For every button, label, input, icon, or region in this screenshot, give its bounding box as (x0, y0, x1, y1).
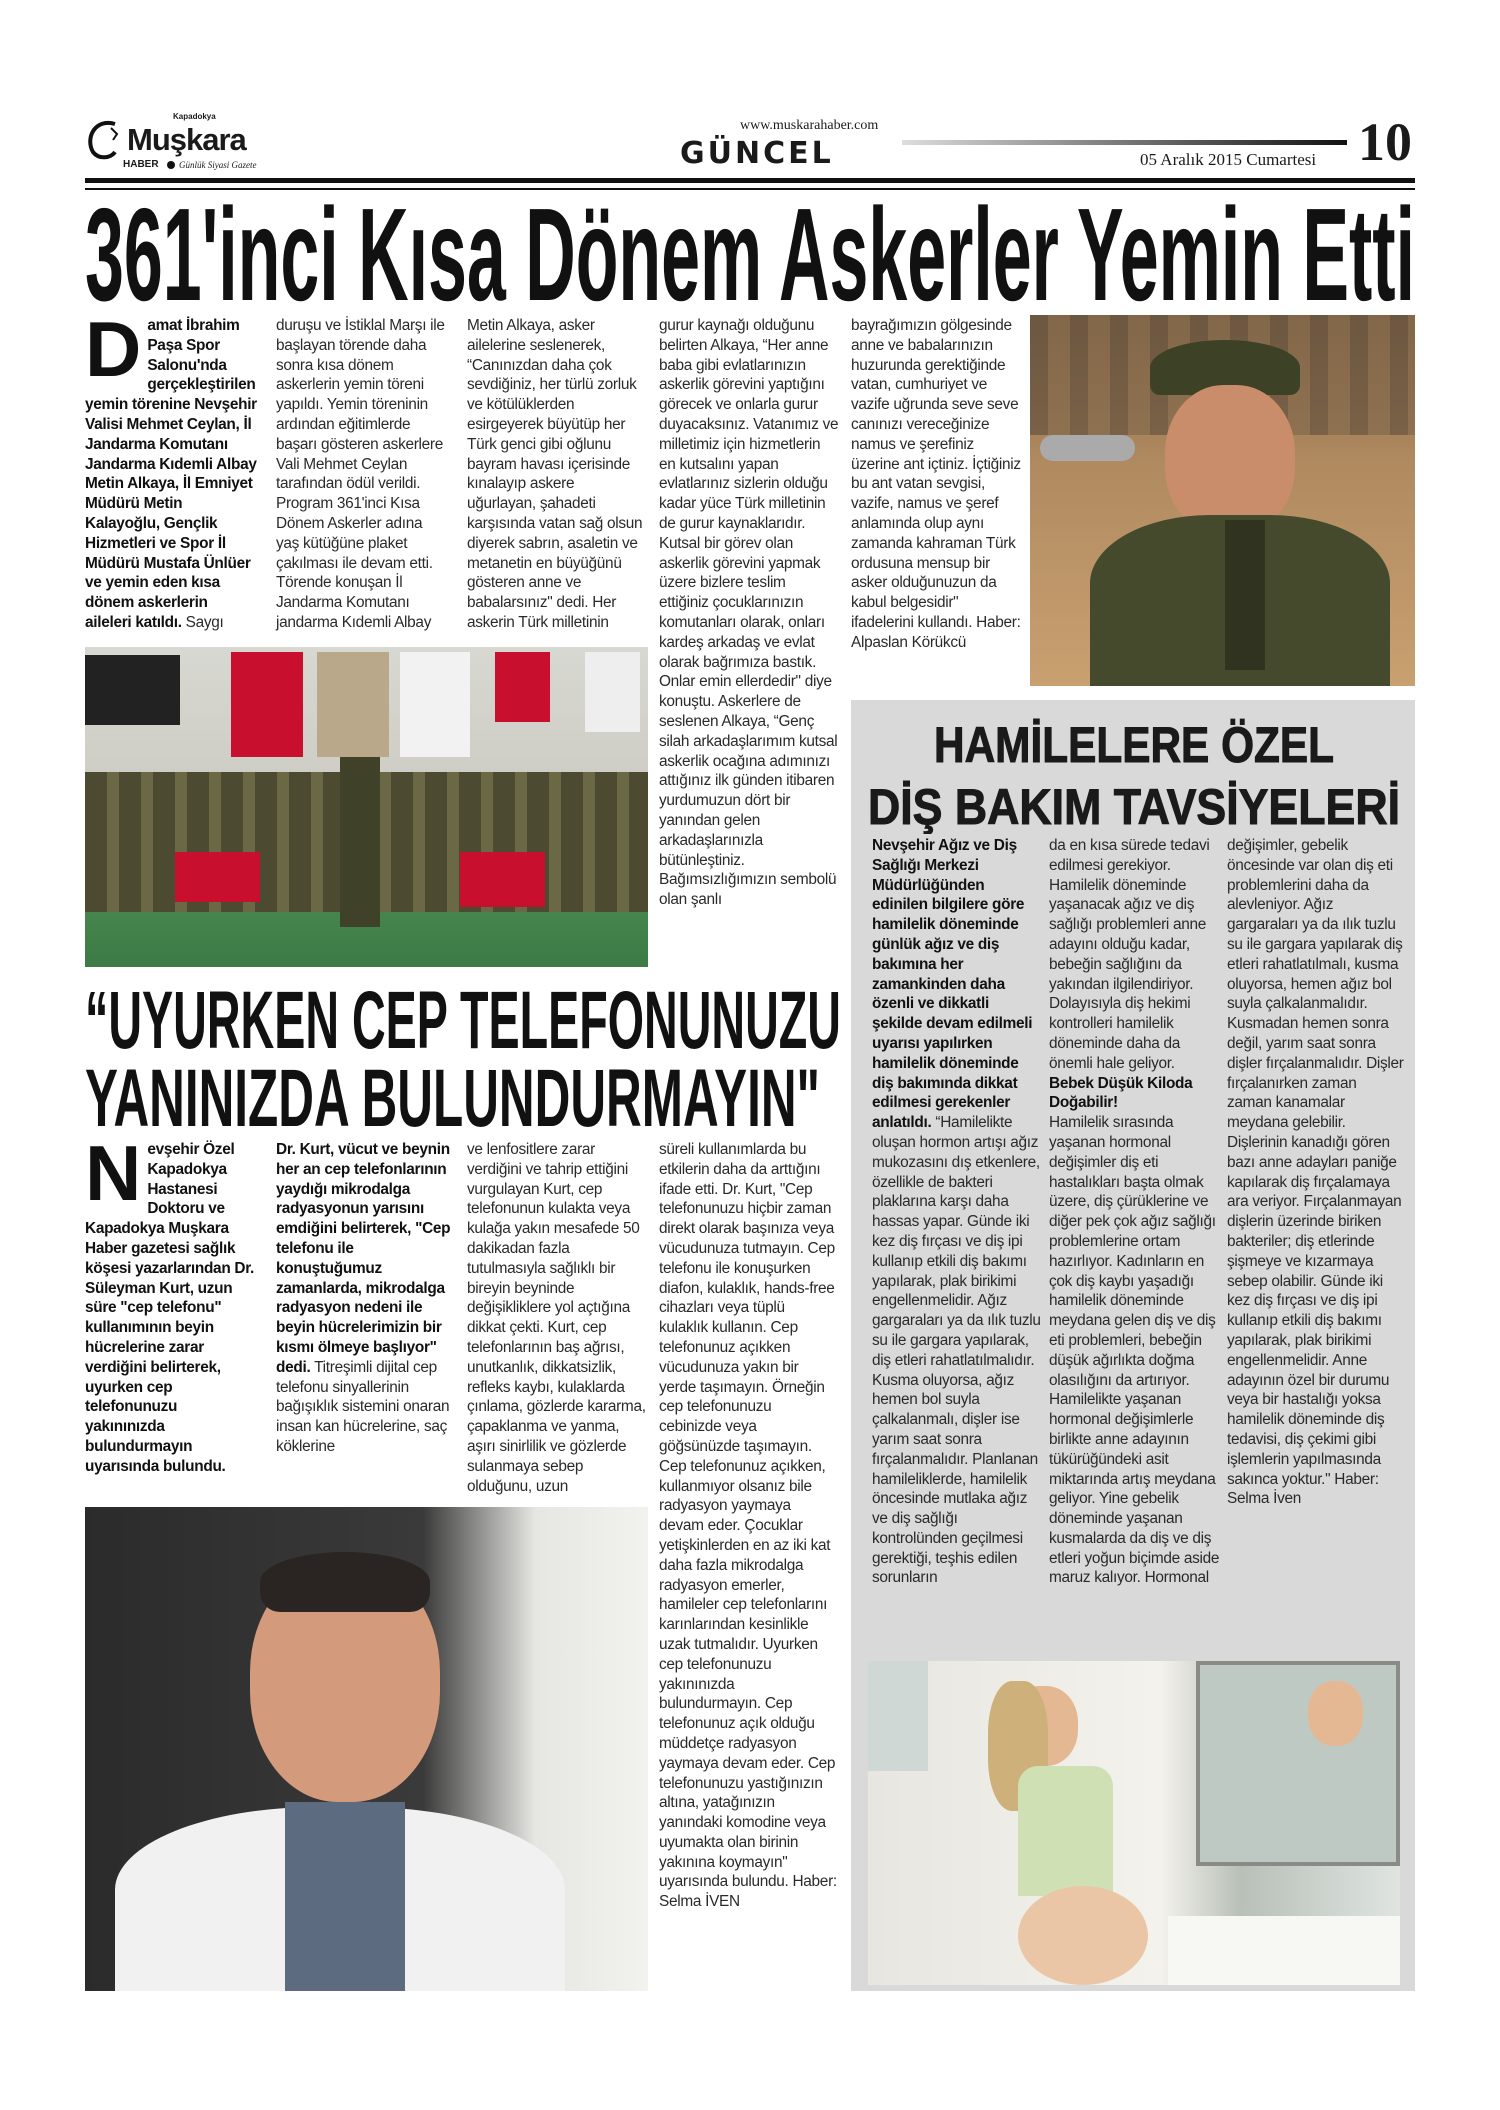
headline-phone-line2: YANINIZDA BULUNDURMAYIN" (85, 1053, 821, 1132)
drop-cap: N (85, 1129, 142, 1217)
phone-col-1 (85, 1129, 257, 1477)
officer-photo (1030, 315, 1415, 686)
dental-col-3: değişimler, gebelik öncesinde var olan diş eti problemlerini daha da alevleniyor. Ağız gargaraları ya da ılık tuzlu su ile gargara yapılarak diş etleri rahatlatılmalı, kusma oluyorsa, hemen ağız bol suyla çalkalanmalıdır. Kusmadan hemen sonra değil, yarım saat sonra dişler fırçalanmalıdır. Dişler fırçalanırken zaman zaman kanamalar meydana gelebilir. Dişlerinin kanadığı gören bazı anne adayları paniğe kapılarak diş fırçalamaya ara veriyor. Fırçalanmayan dişlerin üzerinde biriken bakteriler; diş etlerinde şişmeye ve kızarmaya sebep olabilir. Günde iki kez diş fırçası ve diş ipi kullanıp etkili diş bakımı yapılarak, plak birikimi engellenmelidir. Anne adayının özel bir durumu veya bir hastalığı yoksa hamilelik döneminde diş tedavisi, diş çekimi gibi işlemlerin yapılmasında sakınca yoktur." Haber: Selma İven (1227, 837, 1404, 1508)
phone-col-3: ve lenfositlere zarar verdiğini ve tahrip ettiğini vurgulayan Kurt, cep telefonunun kulakta veya kulağa yakın mesafede 50 dakikadan fazla tutulmasıyla sağlıklı bir bireyin beyninde değişikliklere yol açtığına dikkat çekti. Kurt, cep telefonlarının baş ağrısı, unutkanlık, dikkatsizlik, refleks kaybı, kulaklarda çınlama, gözlerde kararma, çapaklanma ve yanma, aşırı sinirlilik ve gözlerde sulanmaya sebep olduğunu, uzun (467, 1141, 646, 1495)
phone-lead: evşehir Özel Kapadokya Hastanesi Doktoru ve Kapadokya Muşkara Haber gazetesi sağlık köşesi yazarlarından Dr. Süleyman Kurt, uzun süre "cep telefonu" kullanımının beyin hücrelerine zarar verdiğini belirterek, uyurken cep telefonunuzu yakınınızda bulundurmayın uyarısında bulundu. (85, 1141, 255, 1475)
logo-top: Kapadokya (173, 112, 216, 121)
dental-lead: Nevşehir Ağız ve Diş Sağlığı Merkezi Müdürlüğünden edinilen bilgilere göre hamilelik döneminde günlük ağız ve diş bakımına her zamankinden daha özenli ve dikkatli şekilde devam edilmeli uyarısı yapılırken hamilelik döneminde diş bakımında dikkat edilmesi gerekenler anlatıldı. (872, 837, 1033, 1132)
ceremony-photo (85, 647, 648, 967)
headline-dental-line1: HAMİLELERE ÖZEL (934, 717, 1334, 773)
headline-dental-line2: DİŞ BAKIM TAVSİYELERİ (868, 779, 1400, 834)
dental-col1-rest: “Hamilelikte oluşan hormon artışı ağız mukozasını dış etkenlere, özellikle de bakteri plaklarına karşı daha hassas yapar. Günde iki kez diş fırçası ve diş ipi kullanıp etkili diş bakımı yapılarak, plak birikimi engellenmelidir. Ağız gargaraları ya da ılık tuzlu su ile gargara yapılarak, diş etleri rahatlatılmalıdır. Kusma oluyorsa, ağız hemen bol suyla çalkalanmalı, dişler ise yarım saat sonra fırçalanmalıdır. Planlanan hamileliklerde, hamilelik öncesinde mutlaka ağız ve diş sağlığı kontrolünden geçilmesi gerektiği, teşhis edilen sorunların (872, 1114, 1041, 1587)
masthead-logo[interactable] (85, 112, 300, 174)
logo-name: Muşkara (127, 122, 246, 157)
issue-date: 05 Aralık 2015 Cumartesi (1140, 150, 1317, 169)
header-gradient-rule (902, 140, 1347, 145)
oath-col-1 (85, 305, 257, 633)
headline-oath-text: 361'inci Kısa Dönem Askerler Yemin Etti (85, 196, 1415, 308)
dental-col-1 (872, 836, 1042, 1588)
section-name: GÜNCEL (680, 136, 834, 171)
logo-swirl-icon (85, 118, 125, 162)
logo-haber: HABER (123, 159, 159, 170)
logo-dot (167, 161, 175, 169)
oath-lead: amat İbrahim Paşa Spor Salonu'nda gerçekleştirilen yemin törenine Nevşehir Valisi Mehmet Ceylan, İl Jandarma Komutanı Jandarma Kıdemli Albay Metin Alkaya, İl Emniyet Müdürü Metin Kalayoğlu, Gençlik Hizmetleri ve Spor İl Müdürü Mustafa Ünlüer ve yemin eden kısa dönem askerlerin aileleri katıldı. (85, 317, 257, 631)
oath-col1-rest: Saygı (181, 613, 224, 631)
phone-col-2 (276, 1140, 456, 1457)
headline-phone-line1: “UYURKEN CEP TELEFONUNUZU (85, 982, 841, 1066)
headline-dental (868, 712, 1400, 834)
dental-subheading: Bebek Düşük Kiloda Doğabilir! (1049, 1074, 1193, 1112)
oath-col-5: bayrağımızın gölgesinde anne ve babalarınızın huzurunda gerektiğinde vatan, cumhuriyet ve vazife uğrunda seve seve canınızı vereceğinize namus ve şerefiniz üzerine ant içtiniz. İçtiğiniz bu ant vatan sevgisi, vazife, namus ve şeref anlamında olup aynı zamanda kahraman Türk ordusuna mensup bir asker olduğunuzun da kabul belgesidir" ifadelerini kullandı. Haber: Alpaslan Körükcü (851, 317, 1021, 651)
website-link[interactable]: www.muskarahaber.com (740, 118, 879, 133)
dental-col2-a: da en kısa sürede tedavi edilmesi gerekiyor. Hamilelik döneminde yaşanacak ağız ve diş sağlığı problemleri anne adayını olduğu kadar, bebeğin sağlığını da yakından ilgilendiriyor. Dolayısıyla diş hekimi kontrolleri hamilelik döneminde daha da önemli hale geliyor. (1049, 837, 1210, 1072)
phone-col2-bold: Dr. Kurt, vücut ve beynin her an cep telefonlarının yaydığı mikrodalga radyasyonun yarısını emdiğini belirterek, "Cep telefonu ile konuştuğumuz zamanlarda, mikrodalga radyasyon nedeni ile beyin hücrelerimizin bir kısmı ölmeye başlıyor" dedi. (276, 1141, 451, 1376)
page-number: 10 (1358, 112, 1412, 172)
drop-cap: D (85, 305, 142, 393)
phone-col2-rest: Titreşimli dijital cep telefonu sinyallerinin bağışıklık sistemini onaran insan kan hücrelerine, saç köklerine (276, 1358, 450, 1455)
header-rule (85, 178, 1415, 183)
header-rule (85, 188, 1415, 190)
logo-tagline: Günlük Siyasi Gazete (179, 160, 257, 170)
doctor-photo (85, 1507, 648, 1991)
toothbrushing-photo (868, 1661, 1400, 1985)
headline-oath (85, 196, 1415, 308)
headline-phone (85, 982, 841, 1132)
oath-col-3: Metin Alkaya, asker ailelerine seslenerek, “Canınızdan daha çok sevdiğiniz, her türlü zorluk ve kötülüklerden esirgeyerek büyütüp her Türk genci gibi oğlunu bayram havası içerisinde kınalayıp askere uğurlayan, şahadeti karşısında vatan sağ olsun diyerek sabrın, asaletin ve metanetin en büyüğünü gösteren anne ve babalarsınız" dedi. Her askerin Türk milletinin (467, 317, 643, 631)
dental-col2-b: Hamilelik sırasında yaşanan hormonal değişimler diş eti hastalıkları başta olmak üzere, diş çürüklerine ve diğer pek çok ağız sağlığı problemlerine ortam hazırlıyor. Kadınların en çok diş kaybı yaşadığı hamilelik döneminde meydana gelen diş ve diş eti problemleri, bebeğin düşük ağırlıkta doğma olasılığını da artırıyor. Hamilelikte yaşanan hormonal değişimlerle birlikte anne adayının tükürüğündeki asit miktarında artış meydana geliyor. Yine gebelik döneminde yaşanan kusmalarda da diş ve diş etleri yoğun biçimde aside maruz kalıyor. Hormonal (1049, 1114, 1220, 1587)
phone-col-4: süreli kullanımlarda bu etkilerin daha da arttığını ifade etti. Dr. Kurt, "Cep telefonunuzu hiçbir zaman direkt olarak başınıza veya vücudunuza tutmayın. Cep telefonu ile konuşurken diafon, kulaklık, hands-free cihazları veya tüplü kulaklık kullanın. Cep telefonunuz açıkken vücudunuza yakın bir yerde taşımayın. Örneğin cep telefonunuzu cebinizde veya göğsünüzde taşımayın. Cep telefonunuz açıkken, kullanmıyor olsanız bile radyasyon yaymaya devam eder. Çocuklar yetişkinlerden en az iki kat daha fazla mikrodalga radyasyon emerler, hamileler cep telefonlarını karınlarından kesinlikle uzak tutmalıdır. Uyurken cep telefonunuzu yakınınızda bulundurmayın. Cep telefonunuz açık olduğu müddetçe radyasyon yaymaya devam eder. Cep telefonunuzu yastığınızın altına, yatağınızın yanındaki komodine veya uyumakta olan birinin yakınına koymayın" uyarısında bulundu. Haber: Selma İVEN (659, 1141, 837, 1911)
oath-col-4: gurur kaynağı olduğunu belirten Alkaya, “Her anne baba gibi evlatlarınızın askerlik görevini yaptığını görecek ve onlarla gurur duyacaksınız. Vatanımız ve milletimiz için hizmetlerin en kutsalını yapan evlatlarınız sizlerin olduğu kadar yüce Türk milletinin de gurur kaynaklarıdır. Kutsal bir görev olan askerlik görevini yapmak üzere bizlere teslim ettiğiniz çocuklarınızın komutanları olarak, onları kardeş arkadaş ve evlat olarak bağrımıza bastık. Onlar emin ellerdedir" diye konuştu. Askerlere de seslenen Alkaya, “Genç silah arkadaşlarımım kutsal askerlik ocağına adımınızı attığınız ilk günden itibaren yurdumuzun dört bir yanından gelen arkadaşlarınızla bütünleştiniz. Bağımsızlığımızın sembolü olan şanlı (659, 317, 839, 909)
dental-col-2 (1049, 836, 1221, 1588)
oath-col-2: duruşu ve İstiklal Marşı ile başlayan törende daha sonra kısa dönem askerlerin yemin töreni yapıldı. Yemin töreninin ardından eğitimlerde başarı gösteren askerlere Vali Mehmet Ceylan tarafından ödül verildi. Program 361'inci Kısa Dönem Askerler adına yaş kütüğüne plaket çakılması ile devam etti. Törende konuşan İl Jandarma Komutanı jandarma Kıdemli Albay (276, 317, 445, 631)
